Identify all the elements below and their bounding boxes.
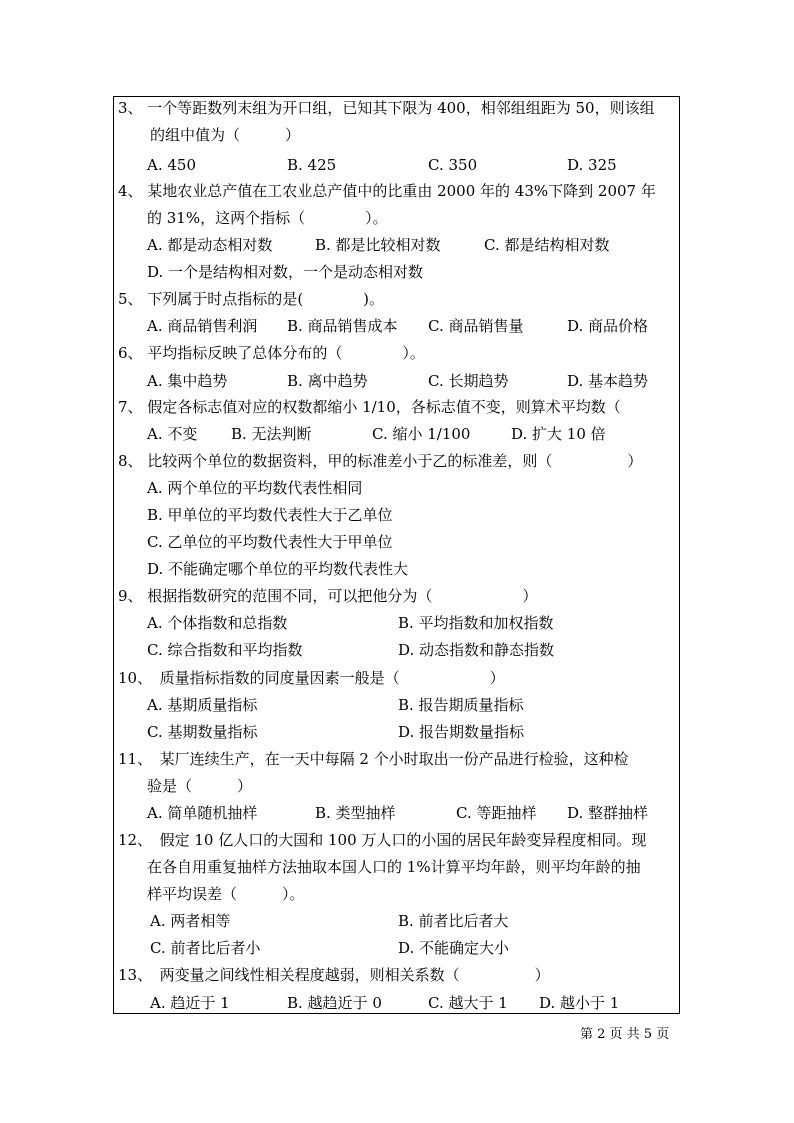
question-4-line-2: 的 31%，这两个指标（ ）。 [147, 209, 388, 227]
question-4-line-1: 4、 某地农业总产值在工农业总产值中的比重由 2000 年的 43%下降到 2007 年 [118, 182, 656, 200]
question-10: 10、 质量指标指数的同度量因素一般是（ ） [118, 669, 505, 687]
question-3-line-1: 3、 一个等距数列末组为开口组，已知其下限为 400，相邻组组距为 50，则该组 [118, 99, 655, 117]
q11-option-b: B. 类型抽样 [315, 804, 396, 822]
question-3-line-2: 的组中值为（ ） [150, 126, 301, 144]
q10-option-c: C. 基期数量指标 [147, 723, 258, 741]
q3-option-d: D. 325 [567, 156, 617, 174]
q10-option-b: B. 报告期质量指标 [398, 696, 524, 714]
q8-option-a: A. 两个单位的平均数代表性相同 [147, 479, 363, 497]
question-8: 8、 比较两个单位的数据资料，甲的标准差小于乙的标准差，则（ ） [118, 452, 643, 470]
q12-option-c: C. 前者比后者小 [150, 939, 261, 957]
q7-option-c: C. 缩小 1/100 [372, 425, 471, 443]
q11-option-d: D. 整群抽样 [567, 804, 649, 822]
q4-option-b: B. 都是比较相对数 [315, 236, 441, 254]
q3-option-a: A. 450 [147, 156, 196, 174]
q7-option-a: A. 不变 [147, 425, 198, 443]
q3-option-c: C. 350 [428, 156, 478, 174]
q13-option-b: B. 越趋近于 0 [287, 994, 382, 1012]
question-12-line-3: 样平均误差（ ）。 [147, 885, 305, 903]
question-9: 9、 根据指数研究的范围不同，可以把他分为（ ） [118, 587, 538, 605]
q5-option-b: B. 商品销售成本 [287, 317, 398, 335]
q8-option-b: B. 甲单位的平均数代表性大于乙单位 [147, 506, 393, 524]
question-11-line-2: 验是（ ） [147, 777, 253, 795]
question-7: 7、 假定各标志值对应的权数都缩小 1/10，各标志值不变，则算术平均数（ [118, 398, 621, 416]
q9-option-b: B. 平均指数和加权指数 [398, 614, 554, 632]
q6-option-a: A. 集中趋势 [147, 372, 228, 390]
q11-option-c: C. 等距抽样 [456, 804, 537, 822]
question-11-line-1: 11、 某厂连续生产，在一天中每隔 2 个小时取出一份产品进行检验，这种检 [118, 750, 629, 768]
q10-option-a: A. 基期质量指标 [147, 696, 258, 714]
q12-option-a: A. 两者相等 [150, 912, 231, 930]
page-number: 第 2 页 共 5 页 [580, 1027, 670, 1042]
question-12-line-1: 12、 假定 10 亿人口的大国和 100 万人口的小国的居民年龄变异程度相同。现 [118, 831, 647, 849]
question-5: 5、 下列属于时点指标的是( )。 [118, 290, 385, 308]
q6-option-c: C. 长期趋势 [428, 372, 509, 390]
q5-option-c: C. 商品销售量 [428, 317, 524, 335]
q11-option-a: A. 简单随机抽样 [147, 804, 258, 822]
q7-option-b: B. 无法判断 [231, 425, 312, 443]
q6-option-b: B. 离中趋势 [287, 372, 368, 390]
q3-option-b: B. 425 [287, 156, 337, 174]
q10-option-d: D. 报告期数量指标 [398, 723, 525, 741]
q4-option-d: D. 一个是结构相对数，一个是动态相对数 [147, 263, 424, 281]
question-12-line-2: 在各自用重复抽样方法抽取本国人口的 1%计算平均年龄，则平均年龄的抽 [147, 858, 641, 876]
q6-option-d: D. 基本趋势 [567, 372, 649, 390]
q12-option-b: B. 前者比后者大 [398, 912, 509, 930]
q9-option-a: A. 个体指数和总指数 [147, 614, 288, 632]
q5-option-a: A. 商品销售利润 [147, 317, 258, 335]
q4-option-a: A. 都是动态相对数 [147, 236, 273, 254]
q8-option-d: D. 不能确定哪个单位的平均数代表性大 [147, 560, 409, 578]
q9-option-c: C. 综合指数和平均指数 [147, 641, 303, 659]
q12-option-d: D. 不能确定大小 [398, 939, 510, 957]
q7-option-d: D. 扩大 10 倍 [511, 425, 606, 443]
q5-option-d: D. 商品价格 [567, 317, 649, 335]
q9-option-d: D. 动态指数和静态指数 [398, 641, 555, 659]
q13-option-d: D. 越小于 1 [539, 994, 620, 1012]
q4-option-c: C. 都是结构相对数 [484, 236, 610, 254]
q13-option-a: A. 趋近于 1 [150, 994, 230, 1012]
q13-option-c: C. 越大于 1 [428, 994, 508, 1012]
question-13: 13、 两变量之间线性相关程度越弱，则相关系数（ ） [118, 966, 550, 984]
question-6: 6、 平均指标反映了总体分布的（ ）。 [118, 344, 425, 362]
q8-option-c: C. 乙单位的平均数代表性大于甲单位 [147, 533, 393, 551]
